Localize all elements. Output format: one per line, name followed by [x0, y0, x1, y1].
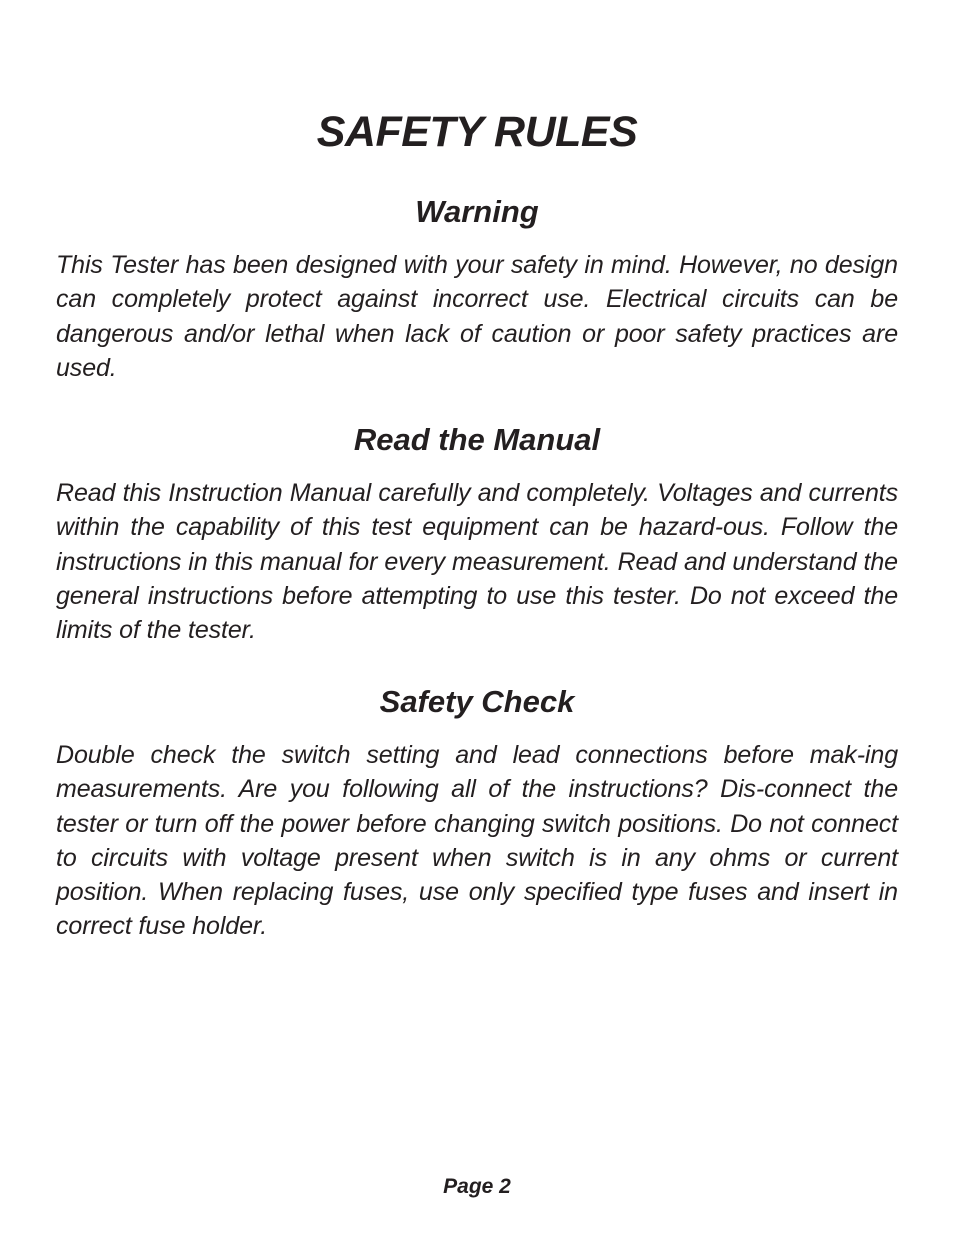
section-safety-check: [56, 682, 898, 944]
section-warning: [56, 192, 898, 385]
section-body-warning: This Tester has been designed with your safety in mind. However, no design can completely protect against incorrect use. Electrical circuits can be dangerous and/or lethal when lack of caution or poor safety practices are used.: [56, 251, 898, 382]
section-heading-safety-check: Safety Check: [379, 684, 575, 719]
page-number: Page 2: [443, 1175, 511, 1198]
section-heading-warning: Warning: [415, 194, 539, 229]
section-body-safety-check: Double check the switch setting and lead connections before mak-ing measurements. Are you following all of the instructions? Dis-connect the tester or turn off the power before changing switch positions. Do not connect to circuits with voltage present when switch is in any ohms or current position. When replacing fuses, use only specified type fuses and insert in correct fuse holder.: [56, 741, 898, 941]
page-title: SAFETY RULES: [316, 108, 638, 156]
section-body-read-the-manual: Read this Instruction Manual carefully and completely. Voltages and currents within the capability of this test equipment can be hazard-ous. Follow the instructions in this manual for every measurement. Read and understand the general instructions before attempting to use this tester. Do not exceed the limits of the tester.: [56, 479, 898, 645]
section-read-the-manual: [56, 420, 898, 647]
section-heading-read-the-manual: Read the Manual: [353, 422, 601, 457]
